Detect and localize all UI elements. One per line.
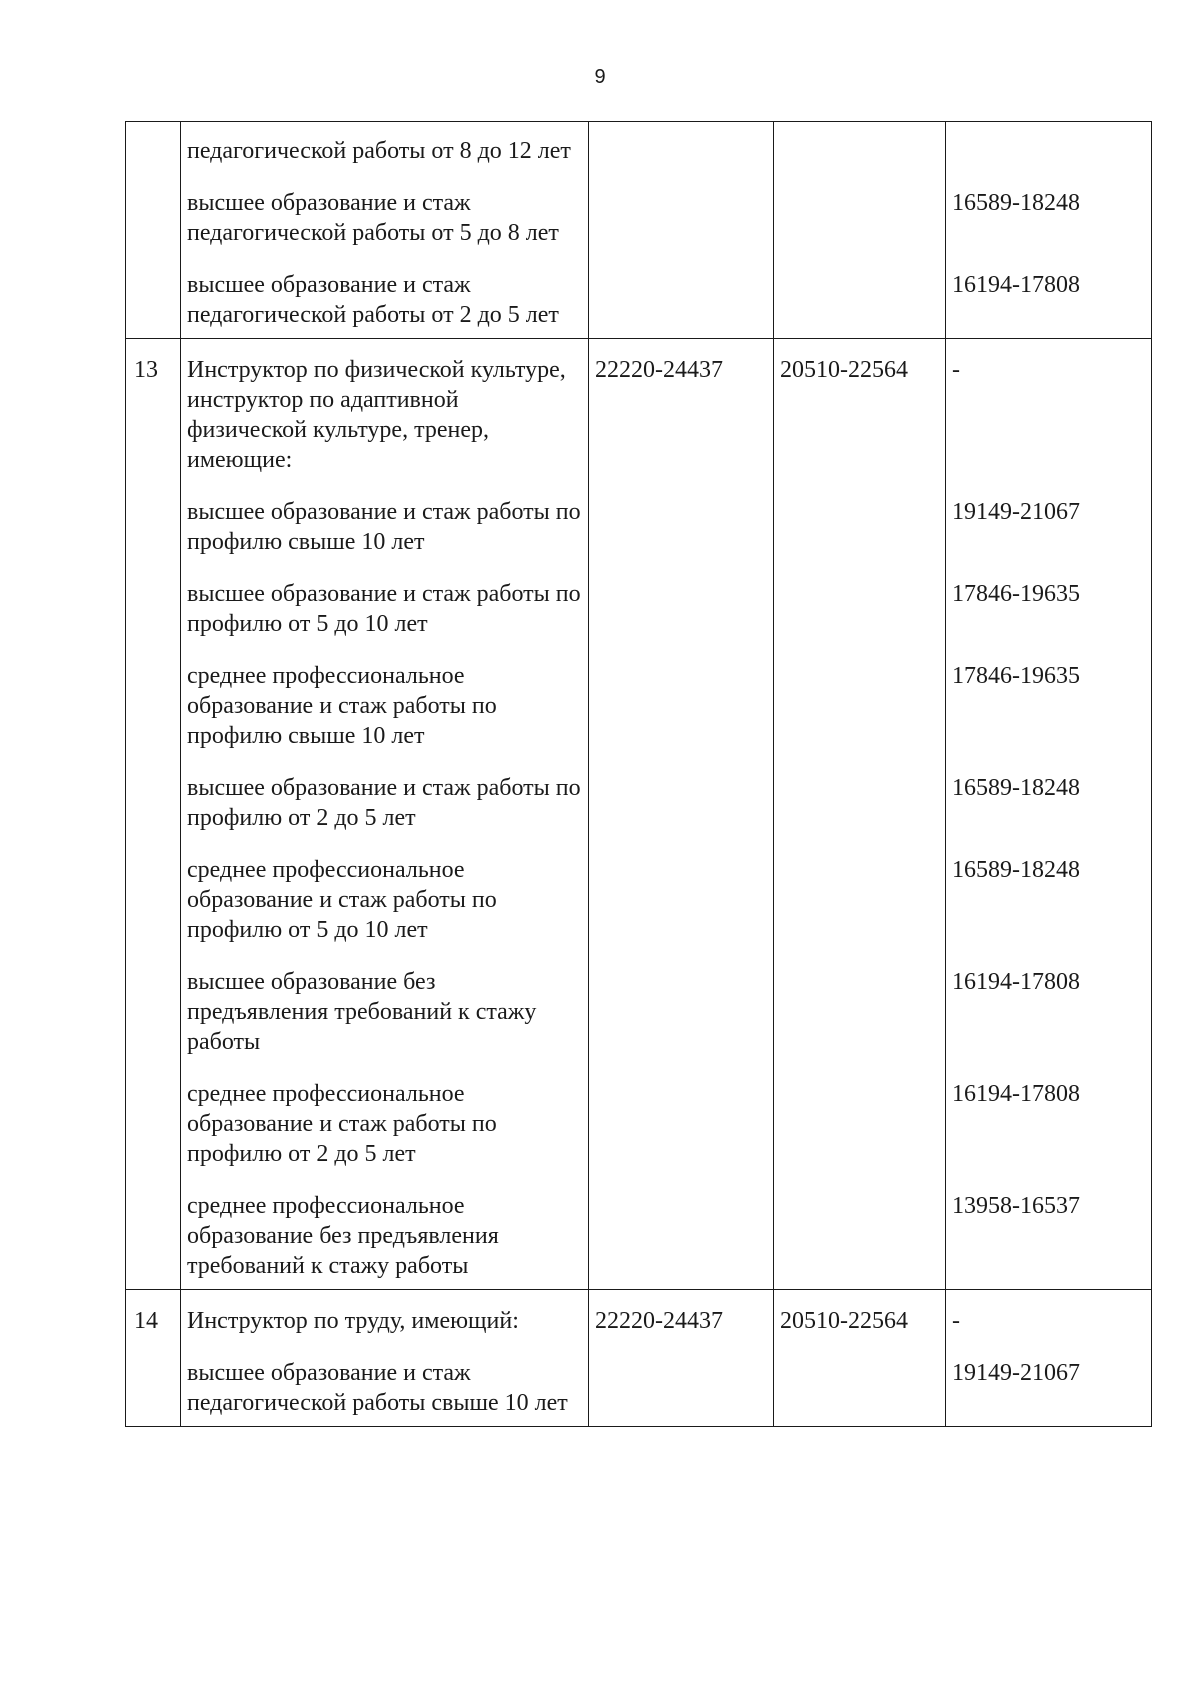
row-number-cell xyxy=(126,1057,181,1169)
salary-range-cell: 16589-18248 xyxy=(946,833,1152,945)
salary-range-cell xyxy=(589,1169,774,1290)
table-row xyxy=(126,639,1152,751)
row-number-cell xyxy=(126,122,181,167)
position-requirement-cell: среднее профессиональное образование и стаж работы по профилю от 2 до 5 лет xyxy=(181,1057,589,1169)
salary-range-cell: 22220-24437 xyxy=(589,339,774,476)
table-row xyxy=(126,945,1152,1057)
salary-range-cell xyxy=(589,475,774,557)
row-number-cell: 13 xyxy=(126,339,181,476)
salary-range-cell xyxy=(589,557,774,639)
table-row xyxy=(126,1290,1152,1337)
row-number-cell xyxy=(126,166,181,248)
position-requirement-cell: Инструктор по труду, имеющий: xyxy=(181,1290,589,1337)
salary-range-cell xyxy=(774,1057,946,1169)
position-requirement-cell: Инструктор по физической культуре, инструктор по адаптивной физической культуре, тренер, имеющие: xyxy=(181,339,589,476)
row-number-cell xyxy=(126,751,181,833)
salary-range-cell xyxy=(774,166,946,248)
salary-table xyxy=(125,121,1152,1427)
table-row xyxy=(126,248,1152,339)
salary-range-cell: 17846-19635 xyxy=(946,557,1152,639)
salary-range-cell: 19149-21067 xyxy=(946,1336,1152,1427)
page-number: 9 xyxy=(594,66,606,88)
table-row xyxy=(126,166,1152,248)
salary-range-cell xyxy=(589,945,774,1057)
salary-range-cell xyxy=(774,557,946,639)
row-number-cell xyxy=(126,639,181,751)
salary-range-cell xyxy=(589,751,774,833)
position-requirement-cell: педагогической работы от 8 до 12 лет xyxy=(181,122,589,167)
salary-range-cell: 16589-18248 xyxy=(946,751,1152,833)
table-row xyxy=(126,1336,1152,1427)
position-requirement-cell: высшее образование и стаж работы по профилю от 2 до 5 лет xyxy=(181,751,589,833)
salary-range-cell xyxy=(589,833,774,945)
table-row xyxy=(126,1057,1152,1169)
salary-range-cell xyxy=(589,1336,774,1427)
row-number-cell xyxy=(126,248,181,339)
position-requirement-cell: высшее образование и стаж педагогической работы свыше 10 лет xyxy=(181,1336,589,1427)
salary-range-cell xyxy=(774,639,946,751)
salary-range-cell: 20510-22564 xyxy=(774,339,946,476)
table-row xyxy=(126,122,1152,167)
salary-range-cell xyxy=(774,475,946,557)
salary-range-cell: 17846-19635 xyxy=(946,639,1152,751)
salary-range-cell: 22220-24437 xyxy=(589,1290,774,1337)
table-row xyxy=(126,557,1152,639)
row-number-cell xyxy=(126,945,181,1057)
salary-range-cell xyxy=(774,833,946,945)
position-requirement-cell: среднее профессиональное образование и стаж работы по профилю от 5 до 10 лет xyxy=(181,833,589,945)
row-number-cell: 14 xyxy=(126,1290,181,1337)
position-requirement-cell: среднее профессиональное образование и стаж работы по профилю свыше 10 лет xyxy=(181,639,589,751)
salary-range-cell: 20510-22564 xyxy=(774,1290,946,1337)
table-row xyxy=(126,1169,1152,1290)
table-row xyxy=(126,475,1152,557)
position-requirement-cell: высшее образование и стаж педагогической работы от 5 до 8 лет xyxy=(181,166,589,248)
position-requirement-cell: высшее образование и стаж работы по профилю свыше 10 лет xyxy=(181,475,589,557)
row-number-cell xyxy=(126,475,181,557)
salary-range-cell xyxy=(774,1169,946,1290)
salary-range-cell xyxy=(774,751,946,833)
row-number-cell xyxy=(126,557,181,639)
salary-range-cell: - xyxy=(946,1290,1152,1337)
row-number-cell xyxy=(126,1336,181,1427)
salary-range-cell xyxy=(589,1057,774,1169)
salary-range-cell xyxy=(774,248,946,339)
salary-range-cell: 16194-17808 xyxy=(946,248,1152,339)
salary-range-cell xyxy=(774,1336,946,1427)
salary-range-cell: 16194-17808 xyxy=(946,945,1152,1057)
salary-range-cell: 19149-21067 xyxy=(946,475,1152,557)
salary-range-cell: 16194-17808 xyxy=(946,1057,1152,1169)
salary-range-cell xyxy=(946,122,1152,167)
salary-range-cell: 13958-16537 xyxy=(946,1169,1152,1290)
position-requirement-cell: высшее образование и стаж педагогической работы от 2 до 5 лет xyxy=(181,248,589,339)
salary-range-cell xyxy=(589,639,774,751)
table-row xyxy=(126,833,1152,945)
table-row xyxy=(126,339,1152,476)
salary-range-cell: 16589-18248 xyxy=(946,166,1152,248)
salary-range-cell xyxy=(774,122,946,167)
table-row xyxy=(126,751,1152,833)
salary-range-cell xyxy=(589,166,774,248)
row-number-cell xyxy=(126,833,181,945)
salary-range-cell xyxy=(774,945,946,1057)
salary-range-cell xyxy=(589,248,774,339)
position-requirement-cell: среднее профессиональное образование без предъявления требований к стажу работы xyxy=(181,1169,589,1290)
row-number-cell xyxy=(126,1169,181,1290)
salary-range-cell: - xyxy=(946,339,1152,476)
position-requirement-cell: высшее образование и стаж работы по профилю от 5 до 10 лет xyxy=(181,557,589,639)
salary-range-cell xyxy=(589,122,774,167)
position-requirement-cell: высшее образование без предъявления требований к стажу работы xyxy=(181,945,589,1057)
